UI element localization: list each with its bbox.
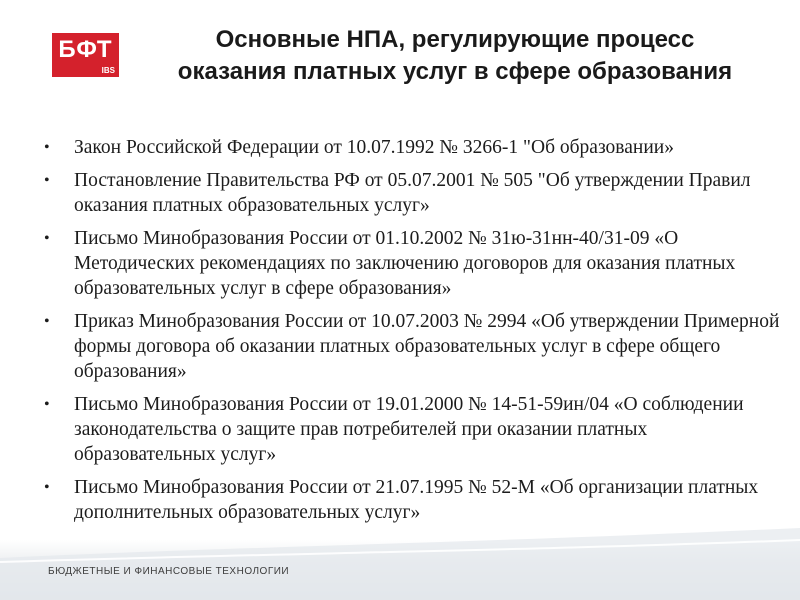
bullet-icon: • <box>44 139 50 156</box>
bullet-icon: • <box>44 396 50 413</box>
list-item <box>44 168 784 218</box>
list-item <box>44 135 784 160</box>
bullet-icon: • <box>44 313 50 330</box>
footer-company-name: БЮДЖЕТНЫЕ И ФИНАНСОВЫЕ ТЕХНОЛОГИИ <box>48 566 290 577</box>
list-item <box>44 475 784 525</box>
list-item-text: Закон Российской Федерации от 10.07.1992 № 3266-1 "Об образовании» <box>74 137 674 158</box>
list-item <box>44 392 784 467</box>
list-item-text: Письмо Минобразования России от 19.01.2000 № 14-51-59ин/04 «О соблюдении законодательства о защите прав потребителей при оказании платных образовательных услуг» <box>74 394 744 465</box>
list-item-text: Постановление Правительства РФ от 05.07.2001 № 505 "Об утверждении Правил оказания платных образовательных услуг» <box>74 170 751 216</box>
bullet-icon: • <box>44 172 50 189</box>
footer-decoration <box>0 520 800 600</box>
bft-logo <box>52 33 119 77</box>
list-item-text: Письмо Минобразования России от 21.07.1995 № 52-М «Об организации платных дополнительных образовательных услуг» <box>74 477 759 523</box>
slide-title: Основные НПА, регулирующие процесс оказания платных услуг в сфере образования <box>177 26 733 85</box>
list-item <box>44 226 784 301</box>
bullet-icon: • <box>44 230 50 247</box>
bullet-icon: • <box>44 479 50 496</box>
list-item-text: Письмо Минобразования России от 01.10.2002 № 31ю-31нн-40/31-09 «О Методических рекомендациях по заключению договоров для оказания платных образовательных услуг в сфере образования» <box>74 228 736 299</box>
logo-text: БФТ <box>58 36 113 63</box>
list-item-text: Приказ Минобразования России от 10.07.2003 № 2994 «Об утверждении Примерной формы договора об оказании платных образовательных услуг в сфере общего образования» <box>74 311 780 382</box>
list-item <box>44 309 784 384</box>
logo-subtext: IBS <box>101 66 115 75</box>
regulation-list <box>44 135 784 533</box>
